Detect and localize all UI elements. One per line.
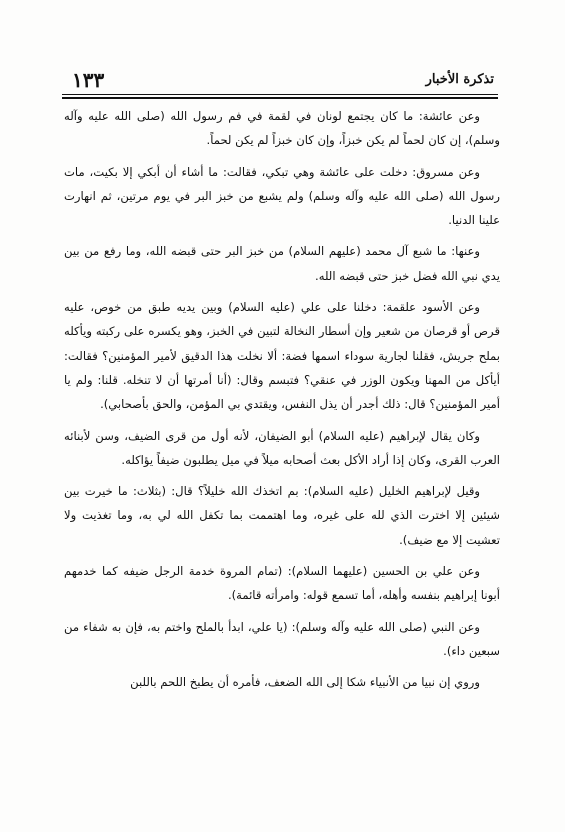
body-text — [64, 104, 500, 702]
paragraph: وعنها: ما شبع آل محمد (عليهم السلام) من خبز البر حتى قبضه الله، وما رفع من بين يدي نبي الله فضل خبز حتى قبضه الله. — [64, 244, 500, 283]
paragraph: وكان يقال لإبراهيم (عليه السلام) أبو الضيفان، لأنه أول من قرى الضيف، وسن لأبنائه العرب القرى، وكان إذا أراد الأكل بعث أصحابه ميلاً في ميل يطلبون ضيفاً يؤاكله. — [64, 428, 500, 467]
header-rule-thick — [62, 97, 498, 99]
paragraph: وعن النبي (صلى الله عليه وآله وسلم): (يا علي، ابدأ بالملح واختم به، فإن به شفاء من سبعين داء). — [64, 619, 500, 658]
header-rule — [62, 94, 498, 95]
book-title: تذكرة الأخبار — [425, 72, 494, 87]
paragraph: وروي إن نبيا من الأنبياء شكا إلى الله الضعف، فأمره أن يطبخ اللحم باللبن — [130, 675, 480, 690]
paragraph: وعن عائشة: ما كان يجتمع لونان في لقمة في فم رسول الله (صلى الله عليه وآله وسلم)، إن كان لحماً لم يكن خبزاً، وإن كان خبزاً لم يكن لحماً. — [64, 109, 500, 148]
paragraph: وعن علي بن الحسين (عليهما السلام): (تمام المروة خدمة الرجل ضيفه كما خدمهم أبونا إبراهيم بنفسه وأهله، أما تسمع قوله: وامرأته قائمة). — [64, 564, 500, 603]
paragraph: وعن مسروق: دخلت على عائشة وهي تبكي، فقالت: ما أشاء أن أبكي إلا بكيت، مات رسول الله (صلى الله عليه وآله وسلم) ولم يشبع من خبز البر في يوم مرتين، ثم انهارت علينا الدنيا. — [64, 164, 500, 228]
page-number: ١٣٣ — [72, 68, 105, 92]
page-header — [66, 70, 496, 92]
paragraph: وقيل لإبراهيم الخليل (عليه السلام): بم اتخذك الله خليلاً؟ قال: (بثلاث: ما خيرت بين شيئين إلا اخترت الذي لله على غيره، وما اهتممت بما تكفل الله لي به، وما تغذيت ولا تعشيت إلا مع ضيف). — [64, 484, 500, 547]
paragraph: وعن الأسود علقمة: دخلنا على علي (عليه السلام) وبين يديه طبق من خوص، عليه قرص أو قرصان من شعير وإن أسطار النخالة لتبين في الخبز، وهو يكسره على ركبته ويأكله بملح جريش، فقلنا لجارية سوداء اسمها فضة: ألا نخلت هذا الدقيق لأمير المؤمنين؟ فقالت: أيأكل من المهنا ويكون الوزر في عنقي؟ فتبسم وقال: (أنا أمرتها أن لا تنخله. قلنا: ولم يا أمير المؤمنين؟ قال: ذلك أجدر أن يذل النفس، ويقتدي بي المؤمن، والحق بأصحابي). — [64, 300, 500, 412]
